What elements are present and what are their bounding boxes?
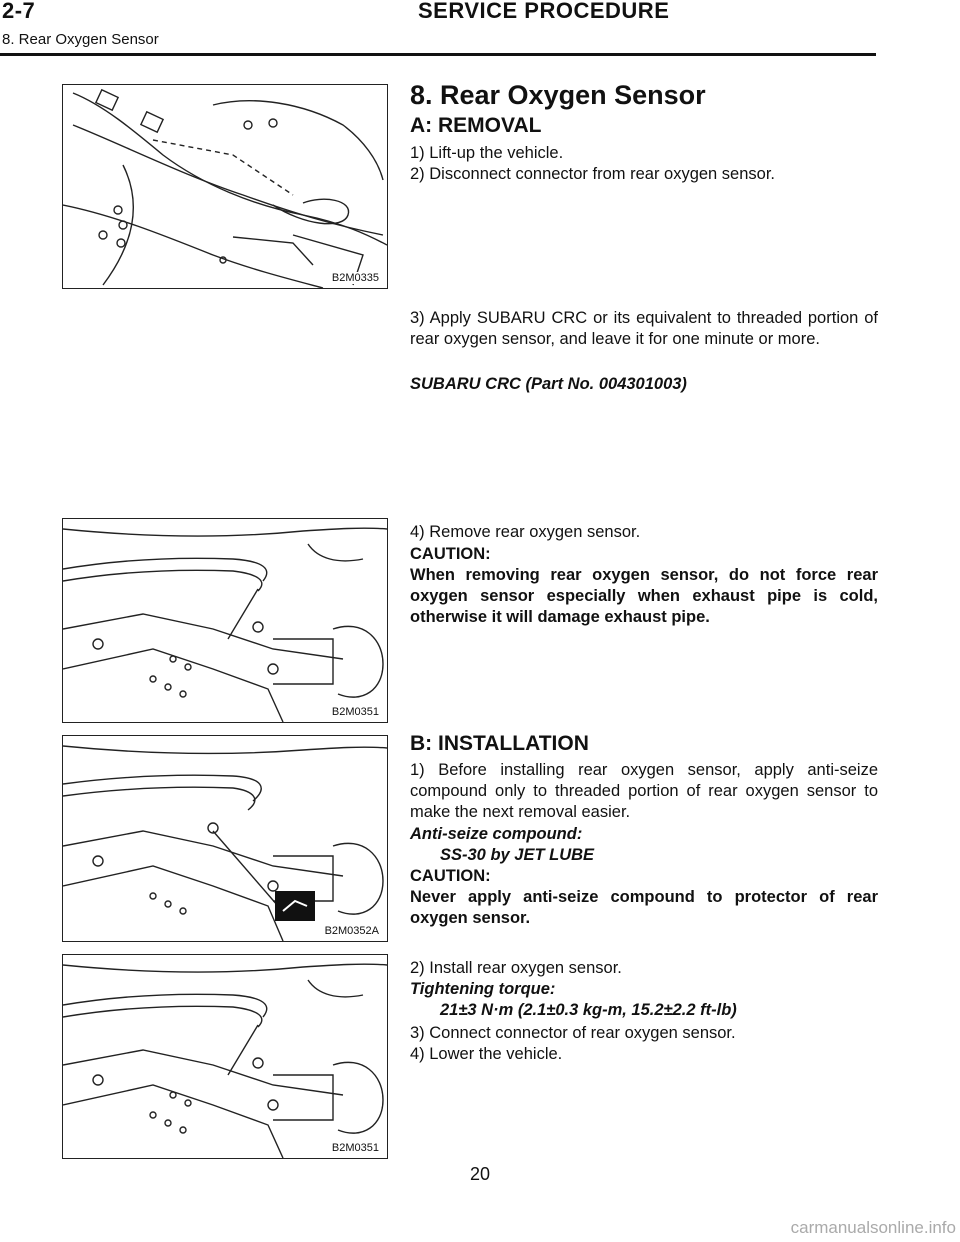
installation-step-2: 2) Install rear oxygen sensor. [410,959,622,977]
removal-caution-text: When removing rear oxygen sensor, do not force rear oxygen sensor especially when exhaust pipe is cold, otherwise it will damage exhaust pipe. [410,566,878,626]
installation-step-4: 4) Lower the vehicle. [410,1045,563,1063]
figure-oxygen-sensor-connector [62,84,388,289]
crc-spec: SUBARU CRC (Part No. 004301003) [410,375,687,393]
figure-drawing [63,955,387,1158]
section-number: 2-7 [2,0,36,23]
removal-step-2: 2) Disconnect connector from rear oxygen sensor. [410,165,776,183]
removal-step-1: 1) Lift-up the vehicle. [410,144,564,162]
figure-drawing [63,519,387,722]
removal-heading: A: REMOVAL [410,114,542,137]
section-title: SERVICE PROCEDURE [418,0,670,23]
header-rule [0,53,876,56]
figure-drawing [63,736,387,941]
figure-id: B2M0351 [331,706,379,718]
installation-step-3: 3) Connect connector of rear oxygen sensor. [410,1024,736,1042]
compound-value: SS-30 by JET LUBE [440,846,595,864]
torque-label: Tightening torque: [410,980,556,998]
installation-step-1: 1) Before installing rear oxygen sensor, apply anti-seize compound only to threaded portion of rear oxygen sensor to make the next removal easier. [410,761,878,821]
figure-id: B2M0351 [331,1142,379,1154]
page-title: 8. Rear Oxygen Sensor [410,80,706,110]
removal-step-4: 4) Remove rear oxygen sensor. [410,523,641,541]
installation-caution-text: Never apply anti-seize compound to protector of rear oxygen sensor. [410,888,878,927]
installation-caution-label: CAUTION: [410,867,491,885]
figure-remove-sensor [62,518,388,723]
removal-step-3: 3) Apply SUBARU CRC or its equivalent to threaded portion of rear oxygen sensor, and leave it for one minute or more. [410,309,878,348]
page-number: 20 [469,1164,491,1184]
torque-value: 21±3 N·m (2.1±0.3 kg-m, 15.2±2.2 ft-lb) [440,1001,737,1019]
section-subtitle: 8. Rear Oxygen Sensor [2,31,159,48]
removal-caution-label: CAUTION: [410,545,491,563]
compound-label: Anti-seize compound: [410,825,583,843]
figure-id: B2M0335 [331,272,379,284]
figure-anti-seize [62,735,388,942]
figure-drawing [63,85,387,288]
installation-heading: B: INSTALLATION [410,732,589,755]
figure-id: B2M0352A [324,925,379,937]
watermark: carmanualsonline.info [790,1218,956,1237]
figure-install-sensor [62,954,388,1159]
